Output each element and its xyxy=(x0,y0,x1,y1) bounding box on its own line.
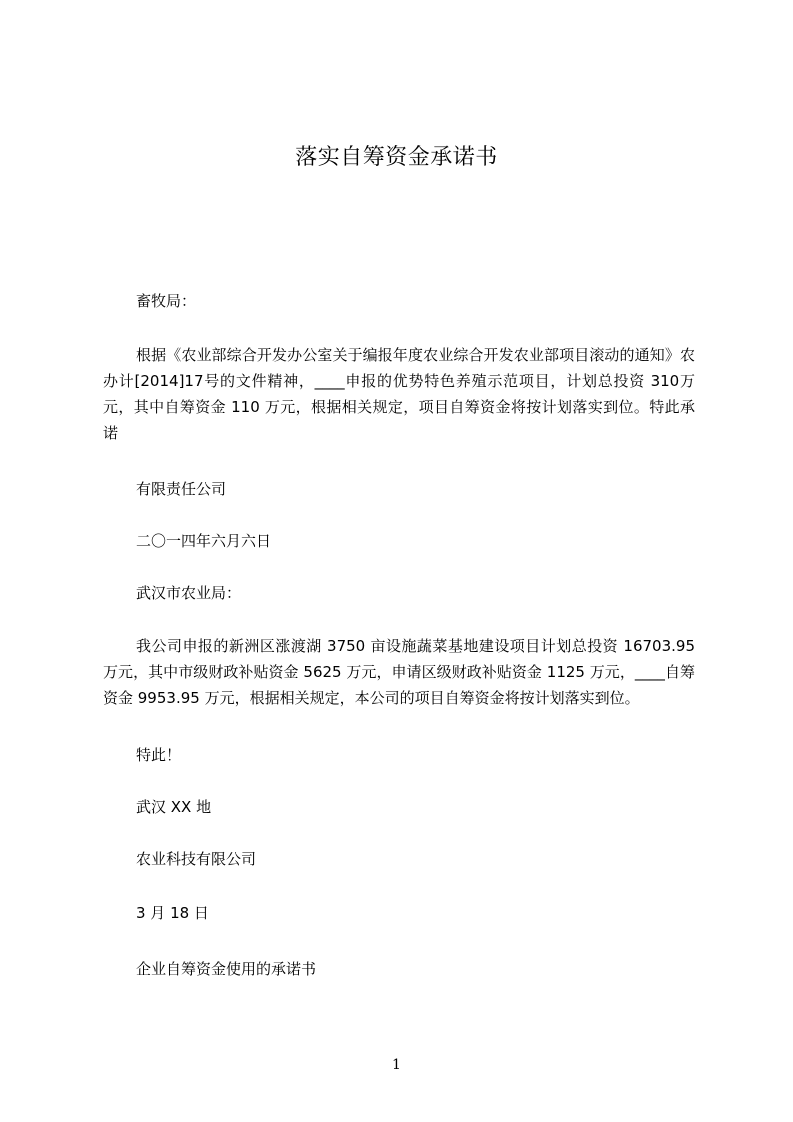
letter1-salutation: 畜牧局： xyxy=(136,292,197,310)
letter2-salutation: 武汉市农业局： xyxy=(136,584,242,602)
letter2-company: 农业科技有限公司 xyxy=(136,850,257,868)
letter2-body: 我公司申报的新洲区涨渡湖 3750 亩设施蔬菜基地建设项目计划总投资 16703.95 万元，其中市级财政补贴资金 5625 万元，申请区级财政补贴资金 1125 万元，____自筹资金 9953.95 万元，根据相关规定，本公司的项目自筹资金将按计划落实到位。 xyxy=(103,637,695,707)
letter2-closing: 特此！ xyxy=(136,746,182,764)
letter2-date: 3 月 18 日 xyxy=(136,904,209,922)
document-title: 落实自筹资金承诺书 xyxy=(295,145,498,170)
letter1-signature: 有限责任公司 xyxy=(136,480,227,498)
letter1-date: 二〇一四年六月六日 xyxy=(136,532,272,550)
next-section-heading: 企业自筹资金使用的承诺书 xyxy=(136,960,317,978)
letter1-body: 根据《农业部综合开发办公室关于编报年度农业综合开发农业部项目滚动的通知》农办计[2014]17号的文件精神，____申报的优势特色养殖示范项目，计划总投资 310万元，其中自筹资金 110 万元，根据相关规定，项目自筹资金将按计划落实到位。特此承诺 xyxy=(103,346,695,442)
page-number: 1 xyxy=(392,1057,401,1073)
letter2-location: 武汉 XX 地 xyxy=(136,798,212,816)
